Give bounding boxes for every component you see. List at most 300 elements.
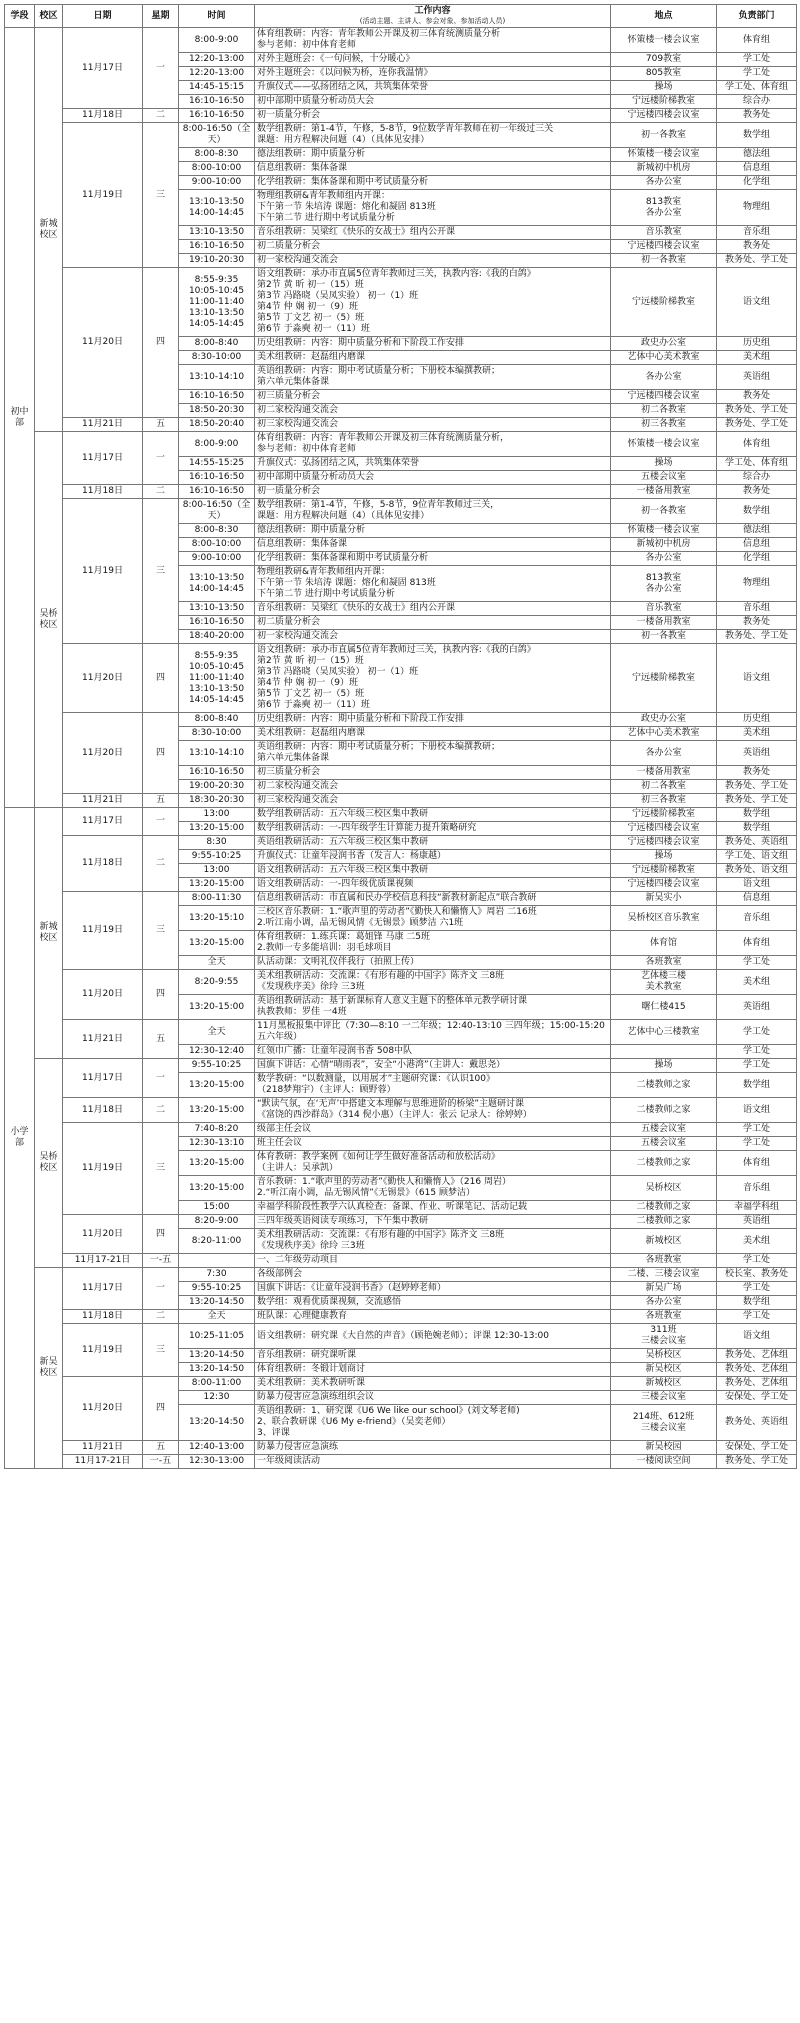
- dept-cell: 学工处: [717, 53, 797, 67]
- weekday-cell: 三: [143, 892, 179, 970]
- date-cell: 11月19日: [63, 1324, 143, 1377]
- date-cell: 11月18日: [63, 109, 143, 123]
- dept-cell: 音乐组: [717, 906, 797, 931]
- time-cell: 8:00-11:30: [179, 892, 255, 906]
- dept-cell: 数学组: [717, 123, 797, 148]
- date-cell: 11月19日: [63, 1123, 143, 1215]
- weekday-cell: 三: [143, 123, 179, 268]
- dept-cell: 数学组: [717, 499, 797, 524]
- content-cell: 初三家校沟通交流会: [255, 418, 611, 432]
- time-cell: 8:00-8:40: [179, 337, 255, 351]
- time-cell: 13:20-15:00: [179, 878, 255, 892]
- content-cell: 数学组教研活动：一-四年级学生计算能力提升策略研究: [255, 822, 611, 836]
- col-date: 日期: [63, 5, 143, 28]
- location-cell: 二楼教师之家: [611, 1098, 717, 1123]
- time-cell: 7:40-8:20: [179, 1123, 255, 1137]
- dept-cell: 教务处: [717, 616, 797, 630]
- time-cell: 12:20-13:00: [179, 67, 255, 81]
- weekday-cell: 四: [143, 1377, 179, 1441]
- time-cell: 13:20-15:10: [179, 906, 255, 931]
- time-cell: 13:20-14:50: [179, 1363, 255, 1377]
- weekday-cell: 一-五: [143, 1455, 179, 1469]
- location-cell: 吴桥校区: [611, 1176, 717, 1201]
- location-cell: [611, 1045, 717, 1059]
- time-cell: 8:00-8:40: [179, 713, 255, 727]
- dept-cell: 教务处、学工处: [717, 254, 797, 268]
- location-cell: 813教室 各办公室: [611, 190, 717, 226]
- time-cell: 8:30: [179, 836, 255, 850]
- location-cell: 初二各教室: [611, 780, 717, 794]
- dept-cell: 英语组: [717, 365, 797, 390]
- location-cell: 宁远楼四楼会议室: [611, 240, 717, 254]
- location-cell: 宁远楼阶梯教室: [611, 644, 717, 713]
- dept-cell: 音乐组: [717, 226, 797, 240]
- location-cell: 吴桥校区音乐教室: [611, 906, 717, 931]
- weekday-cell: 二: [143, 836, 179, 892]
- dept-cell: 音乐组: [717, 1176, 797, 1201]
- location-cell: 初一各教室: [611, 499, 717, 524]
- content-cell: 德法组教研：期中质量分析: [255, 148, 611, 162]
- content-cell: 信息组教研：集体备课: [255, 538, 611, 552]
- time-cell: 19:00-20:30: [179, 780, 255, 794]
- location-cell: 二楼教师之家: [611, 1215, 717, 1229]
- content-cell: 音乐组教研：吴梁红《快乐的女战士》组内公开课: [255, 602, 611, 616]
- content-cell: 升旗仪式：弘扬团结之风，共筑集体荣誉: [255, 457, 611, 471]
- date-cell: 11月17日: [63, 28, 143, 109]
- content-cell: 初三质量分析会: [255, 766, 611, 780]
- time-cell: 13:10-13:50 14:00-14:45: [179, 566, 255, 602]
- location-cell: 各办公室: [611, 176, 717, 190]
- location-cell: 宁远楼四楼会议室: [611, 836, 717, 850]
- content-cell: 升旗仪式——弘扬团结之风，共筑集体荣誉: [255, 81, 611, 95]
- dept-cell: 学工处: [717, 956, 797, 970]
- content-cell: 三四年级英语阅读专项练习，下午集中教研: [255, 1215, 611, 1229]
- location-cell: 音乐教室: [611, 602, 717, 616]
- location-cell: 宁远楼四楼会议室: [611, 822, 717, 836]
- location-cell: 一楼备用教室: [611, 485, 717, 499]
- table-row: [5, 268, 797, 337]
- header-row: [5, 5, 797, 28]
- content-cell: 历史组教研：内容：期中质量分析和下阶段工作安排: [255, 337, 611, 351]
- col-content-subtitle: (活动主题、主讲人、参会对象、参加活动人员): [359, 17, 506, 25]
- time-cell: 13:20-14:50: [179, 1296, 255, 1310]
- location-cell: 宁远楼阶梯教室: [611, 268, 717, 337]
- dept-cell: 教务处、学工处: [717, 780, 797, 794]
- dept-cell: 体育组: [717, 931, 797, 956]
- time-cell: 7:30: [179, 1268, 255, 1282]
- dept-cell: 美术组: [717, 970, 797, 995]
- time-cell: 全天: [179, 956, 255, 970]
- location-cell: 初一各教室: [611, 123, 717, 148]
- table-row: [5, 1324, 797, 1349]
- dept-cell: 数学组: [717, 1296, 797, 1310]
- dept-cell: 英语组: [717, 995, 797, 1020]
- time-cell: 16:10-16:50: [179, 109, 255, 123]
- date-cell: 11月20日: [63, 970, 143, 1020]
- time-cell: 9:55-10:25: [179, 850, 255, 864]
- content-cell: 语文组教研：承办市直属5位青年教师过三关，执教内容:《我的白鸽》 第2节 黄 昕 初一（15）班 第3节 冯路晓（吴凤实验） 初一（1）班 第4节 仲 娴 初一（9）班 第5节 丁文艺 初一（5）班 第6节 于淼奭 初一（11）班: [255, 268, 611, 337]
- weekday-cell: 二: [143, 1310, 179, 1324]
- date-cell: 11月17日: [63, 1268, 143, 1310]
- date-cell: 11月19日: [63, 123, 143, 268]
- content-cell: 对外主题班会：《以问候为桥，连你我温情》: [255, 67, 611, 81]
- content-cell: 美术组教研：美术教研听课: [255, 1377, 611, 1391]
- content-cell: 信息组教研活动：市直属和民办学校信息科技“新教材新起点”联合教研: [255, 892, 611, 906]
- date-cell: 11月17-21日: [63, 1455, 143, 1469]
- weekday-cell: 三: [143, 1324, 179, 1377]
- time-cell: 9:00-10:00: [179, 552, 255, 566]
- location-cell: 二楼教师之家: [611, 1073, 717, 1098]
- time-cell: 8:00-10:00: [179, 538, 255, 552]
- content-cell: 数学组教研：第1-4节，午修，5-8节，9位数学青年教师在初一年级过三关 课题：用方程解决问题（4）（具体见安排）: [255, 123, 611, 148]
- dept-cell: 教务处: [717, 390, 797, 404]
- content-cell: 物理组教研&青年教师组内开课： 下午第一节 朱培涛 课题：熔化和凝固 813班 下午第二节 进行期中考试质量分析: [255, 190, 611, 226]
- location-cell: 操场: [611, 1059, 717, 1073]
- time-cell: 8:20-9:00: [179, 1215, 255, 1229]
- location-cell: 操场: [611, 457, 717, 471]
- location-cell: 五楼会议室: [611, 471, 717, 485]
- time-cell: 8:00-10:00: [179, 162, 255, 176]
- content-cell: 美术组教研活动：交流课：《有形有趣的中国字》陈齐文 三8班 《发现秩序美》徐玲 三3班: [255, 970, 611, 995]
- location-cell: 初三各教室: [611, 418, 717, 432]
- dept-cell: 教务处、英语组: [717, 836, 797, 850]
- time-cell: 18:50-20:30: [179, 404, 255, 418]
- time-cell: 13:20-15:00: [179, 1098, 255, 1123]
- content-cell: 防暴力侵害应急演练: [255, 1441, 611, 1455]
- campus-cell: 吴桥 校区: [35, 1059, 63, 1268]
- dept-cell: 教务处、语文组: [717, 864, 797, 878]
- dept-cell: 英语组: [717, 741, 797, 766]
- time-cell: 15:00: [179, 1201, 255, 1215]
- schedule-body: [5, 28, 797, 1469]
- location-cell: 新城校区: [611, 1229, 717, 1254]
- content-cell: 信息组教研：集体备课: [255, 162, 611, 176]
- dept-cell: 学工处: [717, 1059, 797, 1073]
- dept-cell: 语文组: [717, 1324, 797, 1349]
- dept-cell: 学工处: [717, 1045, 797, 1059]
- dept-cell: 学工处、体育组: [717, 457, 797, 471]
- date-cell: 11月20日: [63, 1215, 143, 1254]
- time-cell: 14:45-15:15: [179, 81, 255, 95]
- weekday-cell: 五: [143, 794, 179, 808]
- time-cell: 8:00-9:00: [179, 432, 255, 457]
- content-cell: 体育组教研：1.练兵课：葛姐锋 马康 二5班 2.教师一专多能培训：羽毛球项目: [255, 931, 611, 956]
- table-row: [5, 836, 797, 850]
- dept-cell: 教务处、学工处: [717, 404, 797, 418]
- weekday-cell: 三: [143, 1123, 179, 1215]
- campus-cell: 新城 校区: [35, 808, 63, 1059]
- table-row: [5, 713, 797, 727]
- location-cell: 宁远楼阶梯教室: [611, 808, 717, 822]
- content-cell: 初二质量分析会: [255, 616, 611, 630]
- time-cell: 14:55-15:25: [179, 457, 255, 471]
- content-cell: 音乐教研：1.“歌声里的劳动者”《勤快人和懒惰人》（216 周岩） 2.“听江南小调，品无锡风情”《无锡景》（615 顾梦洁）: [255, 1176, 611, 1201]
- content-cell: 历史组教研：内容：期中质量分析和下阶段工作安排: [255, 713, 611, 727]
- col-time: 时间: [179, 5, 255, 28]
- campus-cell: 新城 校区: [35, 28, 63, 432]
- col-campus: 校区: [35, 5, 63, 28]
- dept-cell: 教务处、艺体组: [717, 1349, 797, 1363]
- dept-cell: 教务处: [717, 240, 797, 254]
- time-cell: 13:20-15:00: [179, 1176, 255, 1201]
- content-cell: 英语组教研活动：五六年级三校区集中教研: [255, 836, 611, 850]
- content-cell: 初一家校沟通交流会: [255, 254, 611, 268]
- content-cell: 级部主任会议: [255, 1123, 611, 1137]
- location-cell: 新城初中机房: [611, 162, 717, 176]
- time-cell: 8:30-10:00: [179, 351, 255, 365]
- content-cell: 红领巾广播：让童年浸润书香 508中队: [255, 1045, 611, 1059]
- date-cell: 11月21日: [63, 418, 143, 432]
- col-dept: 负责部门: [717, 5, 797, 28]
- location-cell: 艺体中心美术教室: [611, 727, 717, 741]
- time-cell: 16:10-16:50: [179, 471, 255, 485]
- time-cell: 16:10-16:50: [179, 95, 255, 109]
- time-cell: 13:10-13:50: [179, 602, 255, 616]
- table-row: [5, 28, 797, 53]
- location-cell: 初三各教室: [611, 794, 717, 808]
- location-cell: 311班 三楼会议室: [611, 1324, 717, 1349]
- weekday-cell: 一: [143, 1059, 179, 1098]
- time-cell: 16:10-16:50: [179, 485, 255, 499]
- time-cell: 9:55-10:25: [179, 1059, 255, 1073]
- dept-cell: 教务处、英语组: [717, 1405, 797, 1441]
- time-cell: 12:30-13:10: [179, 1137, 255, 1151]
- content-cell: 幸福学科阶段性教学六认真检查：备课、作业、听课笔记、活动记载: [255, 1201, 611, 1215]
- dept-cell: 数学组: [717, 822, 797, 836]
- time-cell: [179, 1254, 255, 1268]
- table-row: [5, 109, 797, 123]
- col-content-title: 工作内容: [414, 6, 451, 16]
- date-cell: 11月18日: [63, 485, 143, 499]
- content-cell: 初二质量分析会: [255, 240, 611, 254]
- dept-cell: 德法组: [717, 524, 797, 538]
- time-cell: 18:30-20:30: [179, 794, 255, 808]
- date-cell: 11月18日: [63, 836, 143, 892]
- time-cell: 16:10-16:50: [179, 240, 255, 254]
- location-cell: 宁远楼阶梯教室: [611, 864, 717, 878]
- time-cell: 8:00-16:50（全天）: [179, 499, 255, 524]
- time-cell: 全天: [179, 1310, 255, 1324]
- content-cell: 班队课：心理健康教育: [255, 1310, 611, 1324]
- table-row: [5, 1215, 797, 1229]
- time-cell: 13:20-15:00: [179, 931, 255, 956]
- content-cell: 语文组教研活动：一-四年级优质课视频: [255, 878, 611, 892]
- date-cell: 11月20日: [63, 268, 143, 418]
- location-cell: 音乐教室: [611, 226, 717, 240]
- location-cell: 一楼备用教室: [611, 616, 717, 630]
- dept-cell: 化学组: [717, 552, 797, 566]
- table-row: [5, 808, 797, 822]
- location-cell: 宁远楼四楼会议室: [611, 390, 717, 404]
- table-row: [5, 1377, 797, 1391]
- table-row: [5, 644, 797, 713]
- dept-cell: 语文组: [717, 1098, 797, 1123]
- weekday-cell: 二: [143, 1098, 179, 1123]
- location-cell: 操场: [611, 850, 717, 864]
- dept-cell: 历史组: [717, 713, 797, 727]
- time-cell: 全天: [179, 1020, 255, 1045]
- time-cell: 13:00: [179, 808, 255, 822]
- location-cell: 一楼备用教室: [611, 766, 717, 780]
- time-cell: 13:10-14:10: [179, 741, 255, 766]
- location-cell: 805教室: [611, 67, 717, 81]
- col-weekday: 星期: [143, 5, 179, 28]
- dept-cell: 数学组: [717, 808, 797, 822]
- dept-cell: 校长室、教务处: [717, 1268, 797, 1282]
- content-cell: 化学组教研：集体备课和期中考试质量分析: [255, 176, 611, 190]
- time-cell: 10:25-11:05: [179, 1324, 255, 1349]
- location-cell: 新吴校区: [611, 1363, 717, 1377]
- weekday-cell: 五: [143, 1020, 179, 1059]
- weekday-cell: 四: [143, 644, 179, 713]
- location-cell: 宁远楼四楼会议室: [611, 109, 717, 123]
- content-cell: 国旗下讲话：《让童年浸润书香》（赵婷婷老师）: [255, 1282, 611, 1296]
- dept-cell: 物理组: [717, 190, 797, 226]
- weekday-cell: 一: [143, 28, 179, 109]
- content-cell: 11月黑板报集中评比（7:30—8:10 一二年级；12:40-13:10 三四年级；15:00-15:20 五六年级）: [255, 1020, 611, 1045]
- content-cell: 初三质量分析会: [255, 390, 611, 404]
- weekday-cell: 四: [143, 268, 179, 418]
- weekday-cell: 四: [143, 1215, 179, 1254]
- table-row: [5, 970, 797, 995]
- time-cell: 19:10-20:30: [179, 254, 255, 268]
- division-cell: 初中部: [5, 28, 35, 808]
- campus-cell: 新吴 校区: [35, 1268, 63, 1469]
- content-cell: 初三家校沟通交流会: [255, 794, 611, 808]
- content-cell: 对外主题班会：《一句问候，十分暖心》: [255, 53, 611, 67]
- location-cell: 二楼、三楼会议室: [611, 1268, 717, 1282]
- table-row: [5, 485, 797, 499]
- date-cell: 11月17-21日: [63, 1254, 143, 1268]
- time-cell: 12:30-12:40: [179, 1045, 255, 1059]
- dept-cell: 美术组: [717, 1229, 797, 1254]
- date-cell: 11月21日: [63, 1020, 143, 1059]
- date-cell: 11月21日: [63, 1441, 143, 1455]
- location-cell: 曙仁楼415: [611, 995, 717, 1020]
- table-row: [5, 1098, 797, 1123]
- content-cell: 队活动课：文明礼仪伴我行（拍照上传）: [255, 956, 611, 970]
- content-cell: “默读气氛，在‘无声’中搭建文本理解与思维进阶的桥梁”主题研讨课 《富饶的西沙群岛》（314 倪小惠）（主评人：张云 记录人：徐婷婷）: [255, 1098, 611, 1123]
- location-cell: 初一各教室: [611, 630, 717, 644]
- time-cell: 8:00-8:30: [179, 148, 255, 162]
- content-cell: 语文组教研：研究课《大自然的声音》（顾艳婉老师）；评课 12:30-13:00: [255, 1324, 611, 1349]
- location-cell: 宁远楼阶梯教室: [611, 95, 717, 109]
- location-cell: 一楼阅读空间: [611, 1455, 717, 1469]
- dept-cell: 安保处、学工处: [717, 1391, 797, 1405]
- content-cell: 体育组教研：内容：青年教师公开课及初三体育统测质量分析， 参与老师：初中体育老师: [255, 432, 611, 457]
- content-cell: 国旗下讲话：心情“晴雨表”，安全“小港湾”（主讲人：戴思尧）: [255, 1059, 611, 1073]
- col-division: 学段: [5, 5, 35, 28]
- content-cell: 语文组教研：承办市直属5位青年教师过三关，执教内容:《我的白鸽》 第2节 黄 昕 初一（15）班 第3节 冯路晓（吴凤实验） 初一（1）班 第4节 仲 娴 初一（9）班 第5节 丁文艺 初一（5）班 第6节 于淼奭 初一（11）班: [255, 644, 611, 713]
- content-cell: 初二家校沟通交流会: [255, 780, 611, 794]
- time-cell: 9:55-10:25: [179, 1282, 255, 1296]
- time-cell: 13:20-14:50: [179, 1405, 255, 1441]
- time-cell: 13:00: [179, 864, 255, 878]
- location-cell: 初一各教室: [611, 254, 717, 268]
- dept-cell: 化学组: [717, 176, 797, 190]
- dept-cell: 英语组: [717, 1215, 797, 1229]
- content-cell: 各级部例会: [255, 1268, 611, 1282]
- location-cell: 艺体楼三楼 美术教室: [611, 970, 717, 995]
- content-cell: 英语组教研：内容：期中考试质量分析；下册校本编撰教研； 第六单元集体备课: [255, 365, 611, 390]
- time-cell: 13:10-14:10: [179, 365, 255, 390]
- dept-cell: 教务处、艺体组: [717, 1363, 797, 1377]
- location-cell: 政史办公室: [611, 713, 717, 727]
- dept-cell: 学工处、体育组: [717, 81, 797, 95]
- location-cell: 709教室: [611, 53, 717, 67]
- location-cell: 五楼会议室: [611, 1123, 717, 1137]
- content-cell: 一年级阅读活动: [255, 1455, 611, 1469]
- content-cell: 三校区音乐教研：1.“歌声里的劳动者”《勤快人和懒惰人》周岩 二16班 2.听江南小调，品无锡风情《无锡景》顾梦洁 六1班: [255, 906, 611, 931]
- time-cell: 8:30-10:00: [179, 727, 255, 741]
- table-row: [5, 1268, 797, 1282]
- time-cell: 16:10-16:50: [179, 390, 255, 404]
- location-cell: 813教室 各办公室: [611, 566, 717, 602]
- content-cell: 美术组教研：赵磊组内磨课: [255, 351, 611, 365]
- time-cell: 8:00-11:00: [179, 1377, 255, 1391]
- content-cell: 数学组：观看优质课视频，交流感悟: [255, 1296, 611, 1310]
- weekday-cell: 一: [143, 1268, 179, 1310]
- location-cell: 新吴实小: [611, 892, 717, 906]
- dept-cell: 物理组: [717, 566, 797, 602]
- time-cell: 13:20-15:00: [179, 822, 255, 836]
- content-cell: 美术组教研：赵磊组内磨课: [255, 727, 611, 741]
- content-cell: 班主任会议: [255, 1137, 611, 1151]
- date-cell: 11月18日: [63, 1098, 143, 1123]
- date-cell: 11月20日: [63, 644, 143, 713]
- time-cell: 13:20-14:50: [179, 1349, 255, 1363]
- time-cell: 8:55-9:35 10:05-10:45 11:00-11:40 13:10-13:50 14:05-14:45: [179, 268, 255, 337]
- dept-cell: 幸福学科组: [717, 1201, 797, 1215]
- weekday-cell: 四: [143, 713, 179, 794]
- weekday-cell: 一: [143, 432, 179, 485]
- date-cell: 11月20日: [63, 713, 143, 794]
- content-cell: 物理组教研&青年教师组内开课： 下午第一节 朱培涛 课题：熔化和凝固 813班 下午第二节 进行期中考试质量分析: [255, 566, 611, 602]
- weekday-cell: 一-五: [143, 1254, 179, 1268]
- weekday-cell: 一: [143, 808, 179, 836]
- time-cell: 13:20-15:00: [179, 1151, 255, 1176]
- campus-cell: 吴桥 校区: [35, 432, 63, 808]
- weekday-cell: 二: [143, 485, 179, 499]
- date-cell: 11月17日: [63, 432, 143, 485]
- time-cell: 8:00-16:50（全天）: [179, 123, 255, 148]
- location-cell: 怀策楼一楼会议室: [611, 432, 717, 457]
- location-cell: 政史办公室: [611, 337, 717, 351]
- content-cell: 体育教研：教学案例《如何让学生做好准备活动和放松活动》 （主讲人：吴承凯）: [255, 1151, 611, 1176]
- content-cell: 英语组教研活动：基于新课标育人意义主题下的整体单元教学研讨课 执教教师：罗佳 一4班: [255, 995, 611, 1020]
- date-cell: 11月19日: [63, 499, 143, 644]
- dept-cell: 学工处: [717, 1254, 797, 1268]
- dept-cell: 学工处: [717, 1020, 797, 1045]
- location-cell: 各班教室: [611, 1254, 717, 1268]
- content-cell: 升旗仪式：让童年浸润书香（发言人：杨康越）: [255, 850, 611, 864]
- table-row: [5, 1020, 797, 1045]
- content-cell: 语文组教研活动：五六年级三校区集中教研: [255, 864, 611, 878]
- dept-cell: 体育组: [717, 432, 797, 457]
- time-cell: 8:55-9:35 10:05-10:45 11:00-11:40 13:10-13:50 14:05-14:45: [179, 644, 255, 713]
- table-row: [5, 123, 797, 148]
- time-cell: 13:20-15:00: [179, 995, 255, 1020]
- dept-cell: 教务处、学工处: [717, 418, 797, 432]
- content-cell: 初二家校沟通交流会: [255, 404, 611, 418]
- content-cell: 体育组教研：冬锻计划商讨: [255, 1363, 611, 1377]
- location-cell: 各办公室: [611, 552, 717, 566]
- content-cell: 英语组教研：内容：期中考试质量分析；下册校本编撰教研； 第六单元集体备课: [255, 741, 611, 766]
- dept-cell: 教务处: [717, 766, 797, 780]
- location-cell: 体育馆: [611, 931, 717, 956]
- dept-cell: 音乐组: [717, 602, 797, 616]
- time-cell: 16:10-16:50: [179, 616, 255, 630]
